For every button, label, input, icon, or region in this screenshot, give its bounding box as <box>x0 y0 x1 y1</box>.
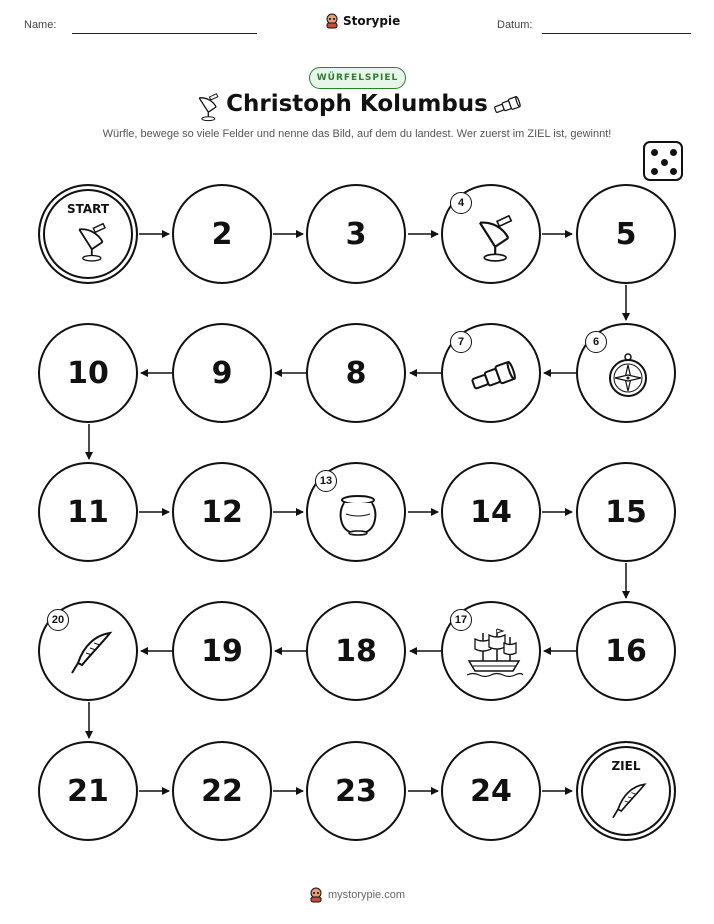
field-number: 14 <box>470 494 512 530</box>
field-number: 5 <box>615 216 637 252</box>
field-number: 22 <box>201 773 243 809</box>
field-number: 23 <box>335 773 377 809</box>
compass-icon <box>607 352 649 398</box>
field-number: 21 <box>67 773 109 809</box>
date-label: Datum: <box>497 19 533 31</box>
field-number: 19 <box>201 633 243 669</box>
board-field <box>38 323 138 423</box>
field-number: 11 <box>67 494 109 530</box>
pot-icon <box>336 494 380 536</box>
field-number-badge: 20 <box>47 609 69 631</box>
board-field <box>172 601 272 701</box>
field-number: 10 <box>67 355 109 391</box>
board-field <box>306 601 406 701</box>
board-field <box>306 741 406 841</box>
board-field <box>576 184 676 284</box>
board-field <box>576 462 676 562</box>
board-field <box>172 184 272 284</box>
board-field <box>38 462 138 562</box>
board-field <box>441 462 541 562</box>
start-field <box>38 184 138 284</box>
ship-icon <box>465 627 523 681</box>
board-field <box>306 184 406 284</box>
field-number: 16 <box>605 633 647 669</box>
field-number-badge: 6 <box>585 331 607 353</box>
footer <box>0 887 714 903</box>
field-number: 12 <box>201 494 243 530</box>
board-field <box>576 601 676 701</box>
board-field <box>306 323 406 423</box>
field-number-badge: 4 <box>450 192 472 214</box>
picture-field <box>306 462 406 562</box>
board-field <box>172 741 272 841</box>
picture-field <box>576 323 676 423</box>
page-title: Christoph Kolumbus <box>226 91 488 117</box>
storypie-mascot-icon <box>309 887 323 903</box>
quill-icon <box>608 781 648 821</box>
field-number: 3 <box>345 216 367 252</box>
field-number-badge: 13 <box>315 470 337 492</box>
quill-icon <box>66 629 114 677</box>
game-type-badge: WÜRFELSPIEL <box>309 67 406 89</box>
finish-label: ZIEL <box>611 759 641 773</box>
picture-field <box>441 323 541 423</box>
board-field <box>172 462 272 562</box>
instructions: Würfle, bewege so viele Felder und nenne das Bild, auf dem du landest. Wer zuerst im ZIEL ist, gewinnt! <box>102 128 612 140</box>
field-number-badge: 17 <box>450 609 472 631</box>
sextant-icon <box>72 222 108 262</box>
picture-field <box>441 184 541 284</box>
brand-name: Storypie <box>343 14 401 28</box>
board-field <box>38 741 138 841</box>
field-number-badge: 7 <box>450 331 472 353</box>
field-number: 9 <box>211 355 233 391</box>
picture-field <box>441 601 541 701</box>
field-number: 15 <box>605 494 647 530</box>
field-number: 18 <box>335 633 377 669</box>
board-field <box>441 741 541 841</box>
sextant-icon <box>471 214 515 262</box>
field-number: 8 <box>345 355 367 391</box>
telescope-icon <box>468 361 518 391</box>
name-label: Name: <box>24 19 57 31</box>
field-number: 24 <box>470 773 512 809</box>
field-number: 2 <box>211 216 233 252</box>
start-label: START <box>66 202 110 216</box>
board-field <box>172 323 272 423</box>
footer-url[interactable]: mystorypie.com <box>327 889 406 901</box>
picture-field <box>38 601 138 701</box>
finish-field <box>576 741 676 841</box>
